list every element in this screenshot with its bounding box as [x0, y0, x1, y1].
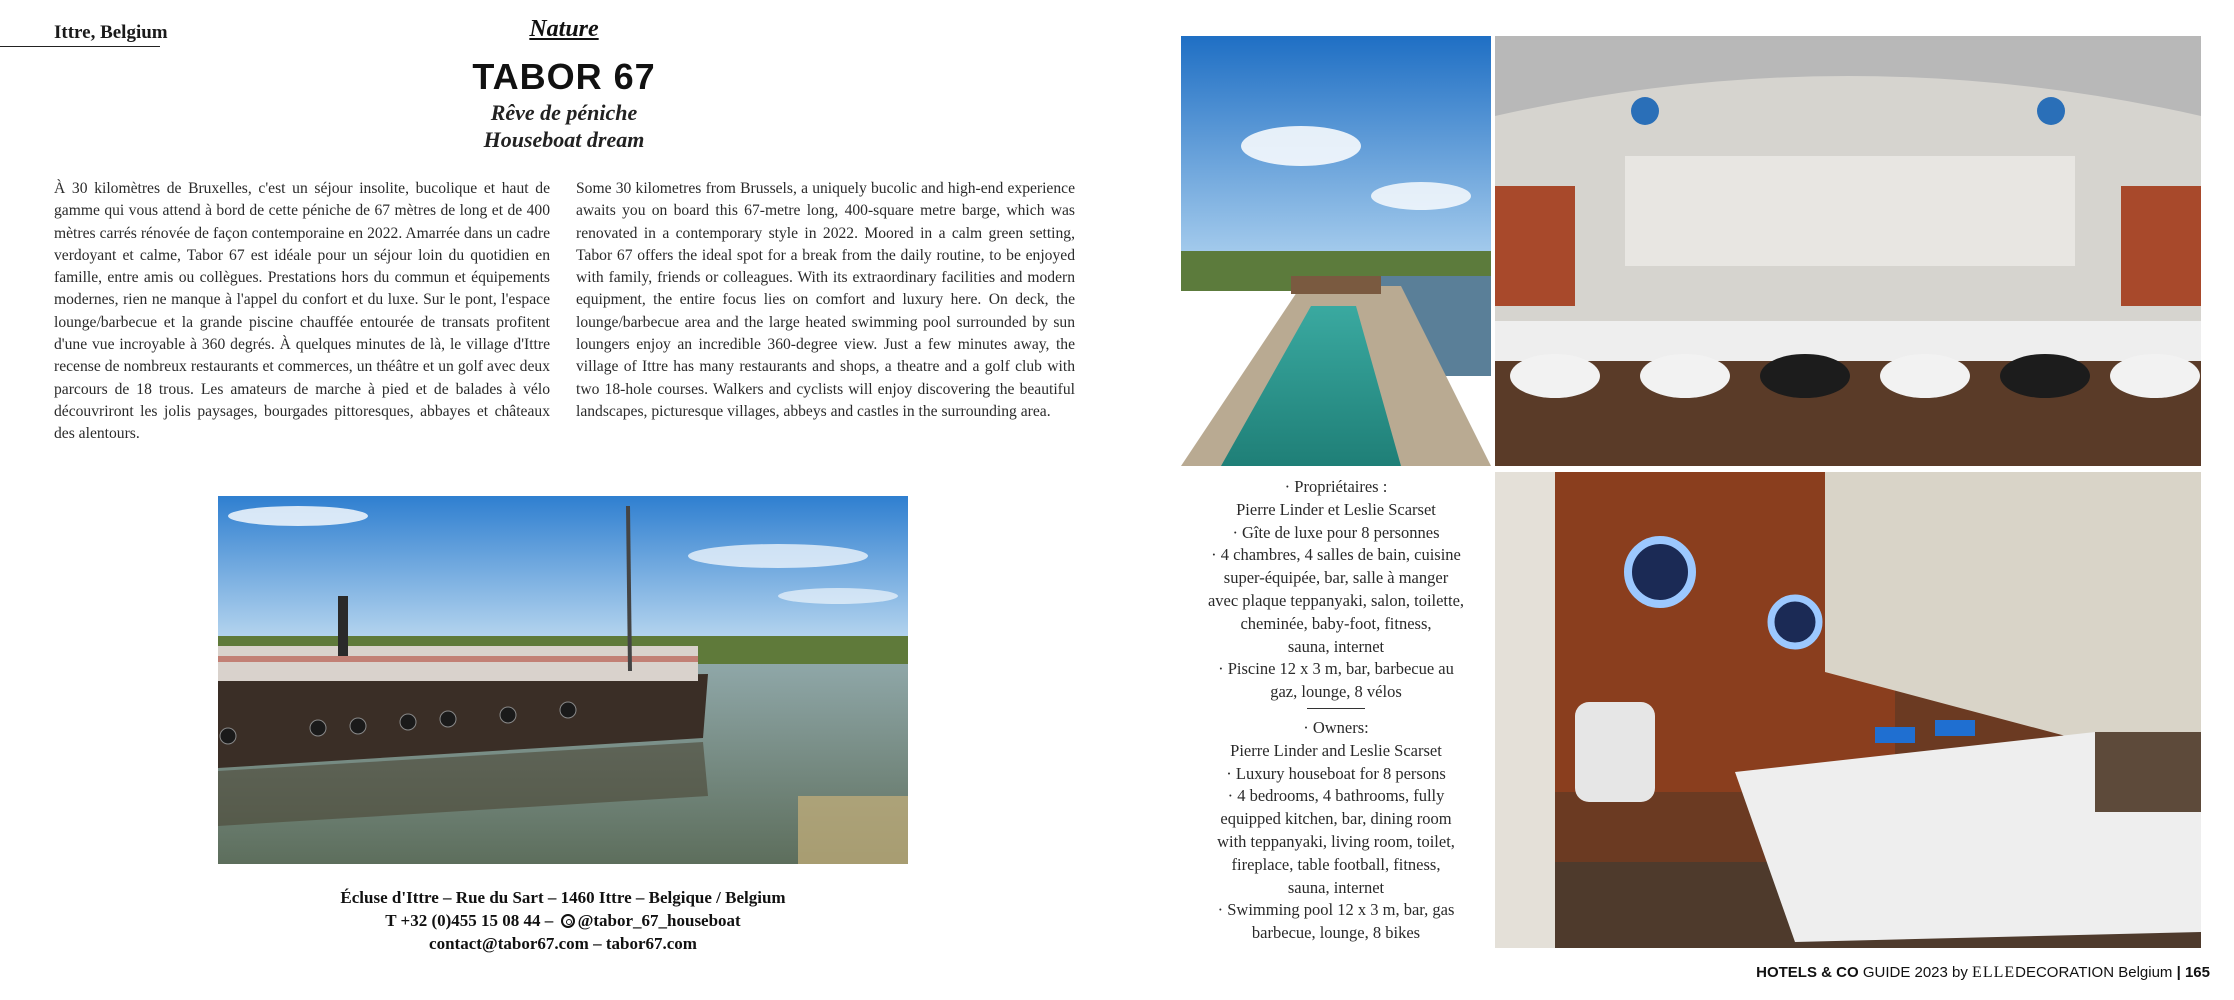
instagram-icon — [561, 914, 575, 928]
info-en-line: · 4 bedrooms, 4 bathrooms, fully — [1227, 786, 1445, 806]
info-en-line: · Luxury houseboat for 8 persons — [1226, 763, 1446, 783]
info-fr-line: avec plaque teppanyaki, salon, toilette, — [1207, 590, 1465, 610]
body-text-french: À 30 kilomètres de Bruxelles, c'est un séjour insolite, bucolique et haut de gamme qui vous attend à bord de cette péniche de 67 mètres de long et de 400 mètres carrés rénovée de façon contemporaine en 2022. Amarrée dans un cadre verdoyant et calme, Tabor 67 est idéale pour un séjour loin du quotidien en famille, entre amis ou collègues. Prestations hors du commun et équipements modernes, rien ne manque à l'appel du confort et du luxe. Sur le pont, l'espace lounge/barbecue et la grande piscine chauffée entourée de transats profitent d'une vue incroyable à 360 degrés. À quelques minutes de là, le village d'Ittre recense de nombreux restaurants et commerces, un théâtre et un golf avec deux parcours de 18 trous. Les amateurs de marche à pied et de balades à vélo découvriront les jolis paysages, bourgades pittoresques, abbayes et châteaux des alentours. — [54, 180, 550, 443]
footer-guide: GUIDE 2023 by — [1862, 964, 1968, 981]
footer-decoration: DECORATION — [2015, 964, 2115, 981]
info-fr-line: super-équipée, bar, salle à manger — [1223, 568, 1449, 588]
info-en-line: Pierre Linder and Leslie Scarset — [1230, 740, 1442, 760]
email-website-line[interactable]: contact@tabor67.com – tabor67.com — [429, 934, 697, 953]
page-number: 165 — [2184, 964, 2210, 981]
location-label: Ittre, Belgium — [54, 22, 168, 43]
info-en-line: barbecue, lounge, 8 bikes — [1251, 923, 1421, 943]
section-label: Nature — [529, 16, 599, 42]
bedroom-photo — [1495, 472, 2201, 948]
footer-country: Belgium — [2118, 964, 2173, 981]
kitchen-bar-photo — [1495, 36, 2201, 466]
houseboat-exterior-photo — [218, 496, 908, 864]
info-en-line: · Swimming pool 12 x 3 m, bar, gas — [1217, 900, 1455, 920]
info-en-line: equipped kitchen, bar, dining room — [1220, 809, 1452, 829]
info-fr-line: · Propriétaires : — [1284, 477, 1388, 496]
subtitle-english: Houseboat dream — [483, 127, 645, 152]
info-fr-line: gaz, lounge, 8 vélos — [1270, 682, 1402, 702]
instagram-handle[interactable]: @tabor_67_houseboat — [577, 911, 741, 930]
info-fr-line: · Gîte de luxe pour 8 personnes — [1232, 522, 1440, 542]
footer-elle-logo: ELLE — [1972, 964, 2016, 981]
info-fr-line: Pierre Linder et Leslie Scarset — [1236, 499, 1436, 519]
subtitle-french: Rêve de péniche — [490, 100, 638, 125]
footer-brand: HOTELS & CO — [1756, 964, 1859, 981]
body-text-english: Some 30 kilometres from Brussels, a uniquely bucolic and high-end experience awaits you on board this 67-metre long, 400-square metre barge, which was renovated in a contemporary style in 2022. Moored in a calm green setting, Tabor 67 offers the ideal spot for a break from the daily routine, to be enjoyed with family, friends or colleagues. With its extraordinary facilities and modern equipment, the entire focus lies on comfort and luxury here. On deck, the lounge/barbecue area and the large heated swimming pool surrounded by sun loungers enjoy an incredible 360-degree view. Just a few minutes away, the village of Ittre has many restaurants and shops, a theatre and a golf club with two 18-hole courses. Walkers and cyclists will enjoy discovering the beautiful landscapes, picturesque villages, abbeys and castles in the surrounding area. — [576, 180, 1075, 420]
contact-address — [218, 886, 908, 955]
phone-instagram-line — [218, 909, 908, 932]
info-en-line: · Owners: — [1303, 717, 1369, 737]
info-fr-line: · Piscine 12 x 3 m, bar, barbecue au — [1218, 659, 1454, 679]
footer-separator: | — [2176, 964, 2181, 981]
location-underline — [0, 46, 160, 47]
info-fr-line: sauna, internet — [1287, 636, 1385, 656]
deck-pool-photo — [1181, 36, 1491, 466]
info-fr-line: · 4 chambres, 4 salles de bain, cuisine — [1211, 545, 1461, 565]
article-title: TABOR 67 — [472, 56, 656, 97]
info-en-line: with teppanyaki, living room, toilet, — [1217, 831, 1455, 851]
info-fr-line: cheminée, baby-foot, fitness, — [1240, 613, 1432, 633]
property-info — [1181, 476, 1491, 945]
address-line: Écluse d'Ittre – Rue du Sart – 1460 Ittre – Belgique / Belgium — [340, 888, 786, 907]
phone-number: T +32 (0)455 15 08 44 – — [385, 911, 554, 930]
page-footer — [1756, 964, 2210, 982]
info-en-line: sauna, internet — [1287, 877, 1385, 897]
info-divider — [1307, 708, 1365, 709]
info-en-line: fireplace, table football, fitness, — [1231, 854, 1441, 874]
